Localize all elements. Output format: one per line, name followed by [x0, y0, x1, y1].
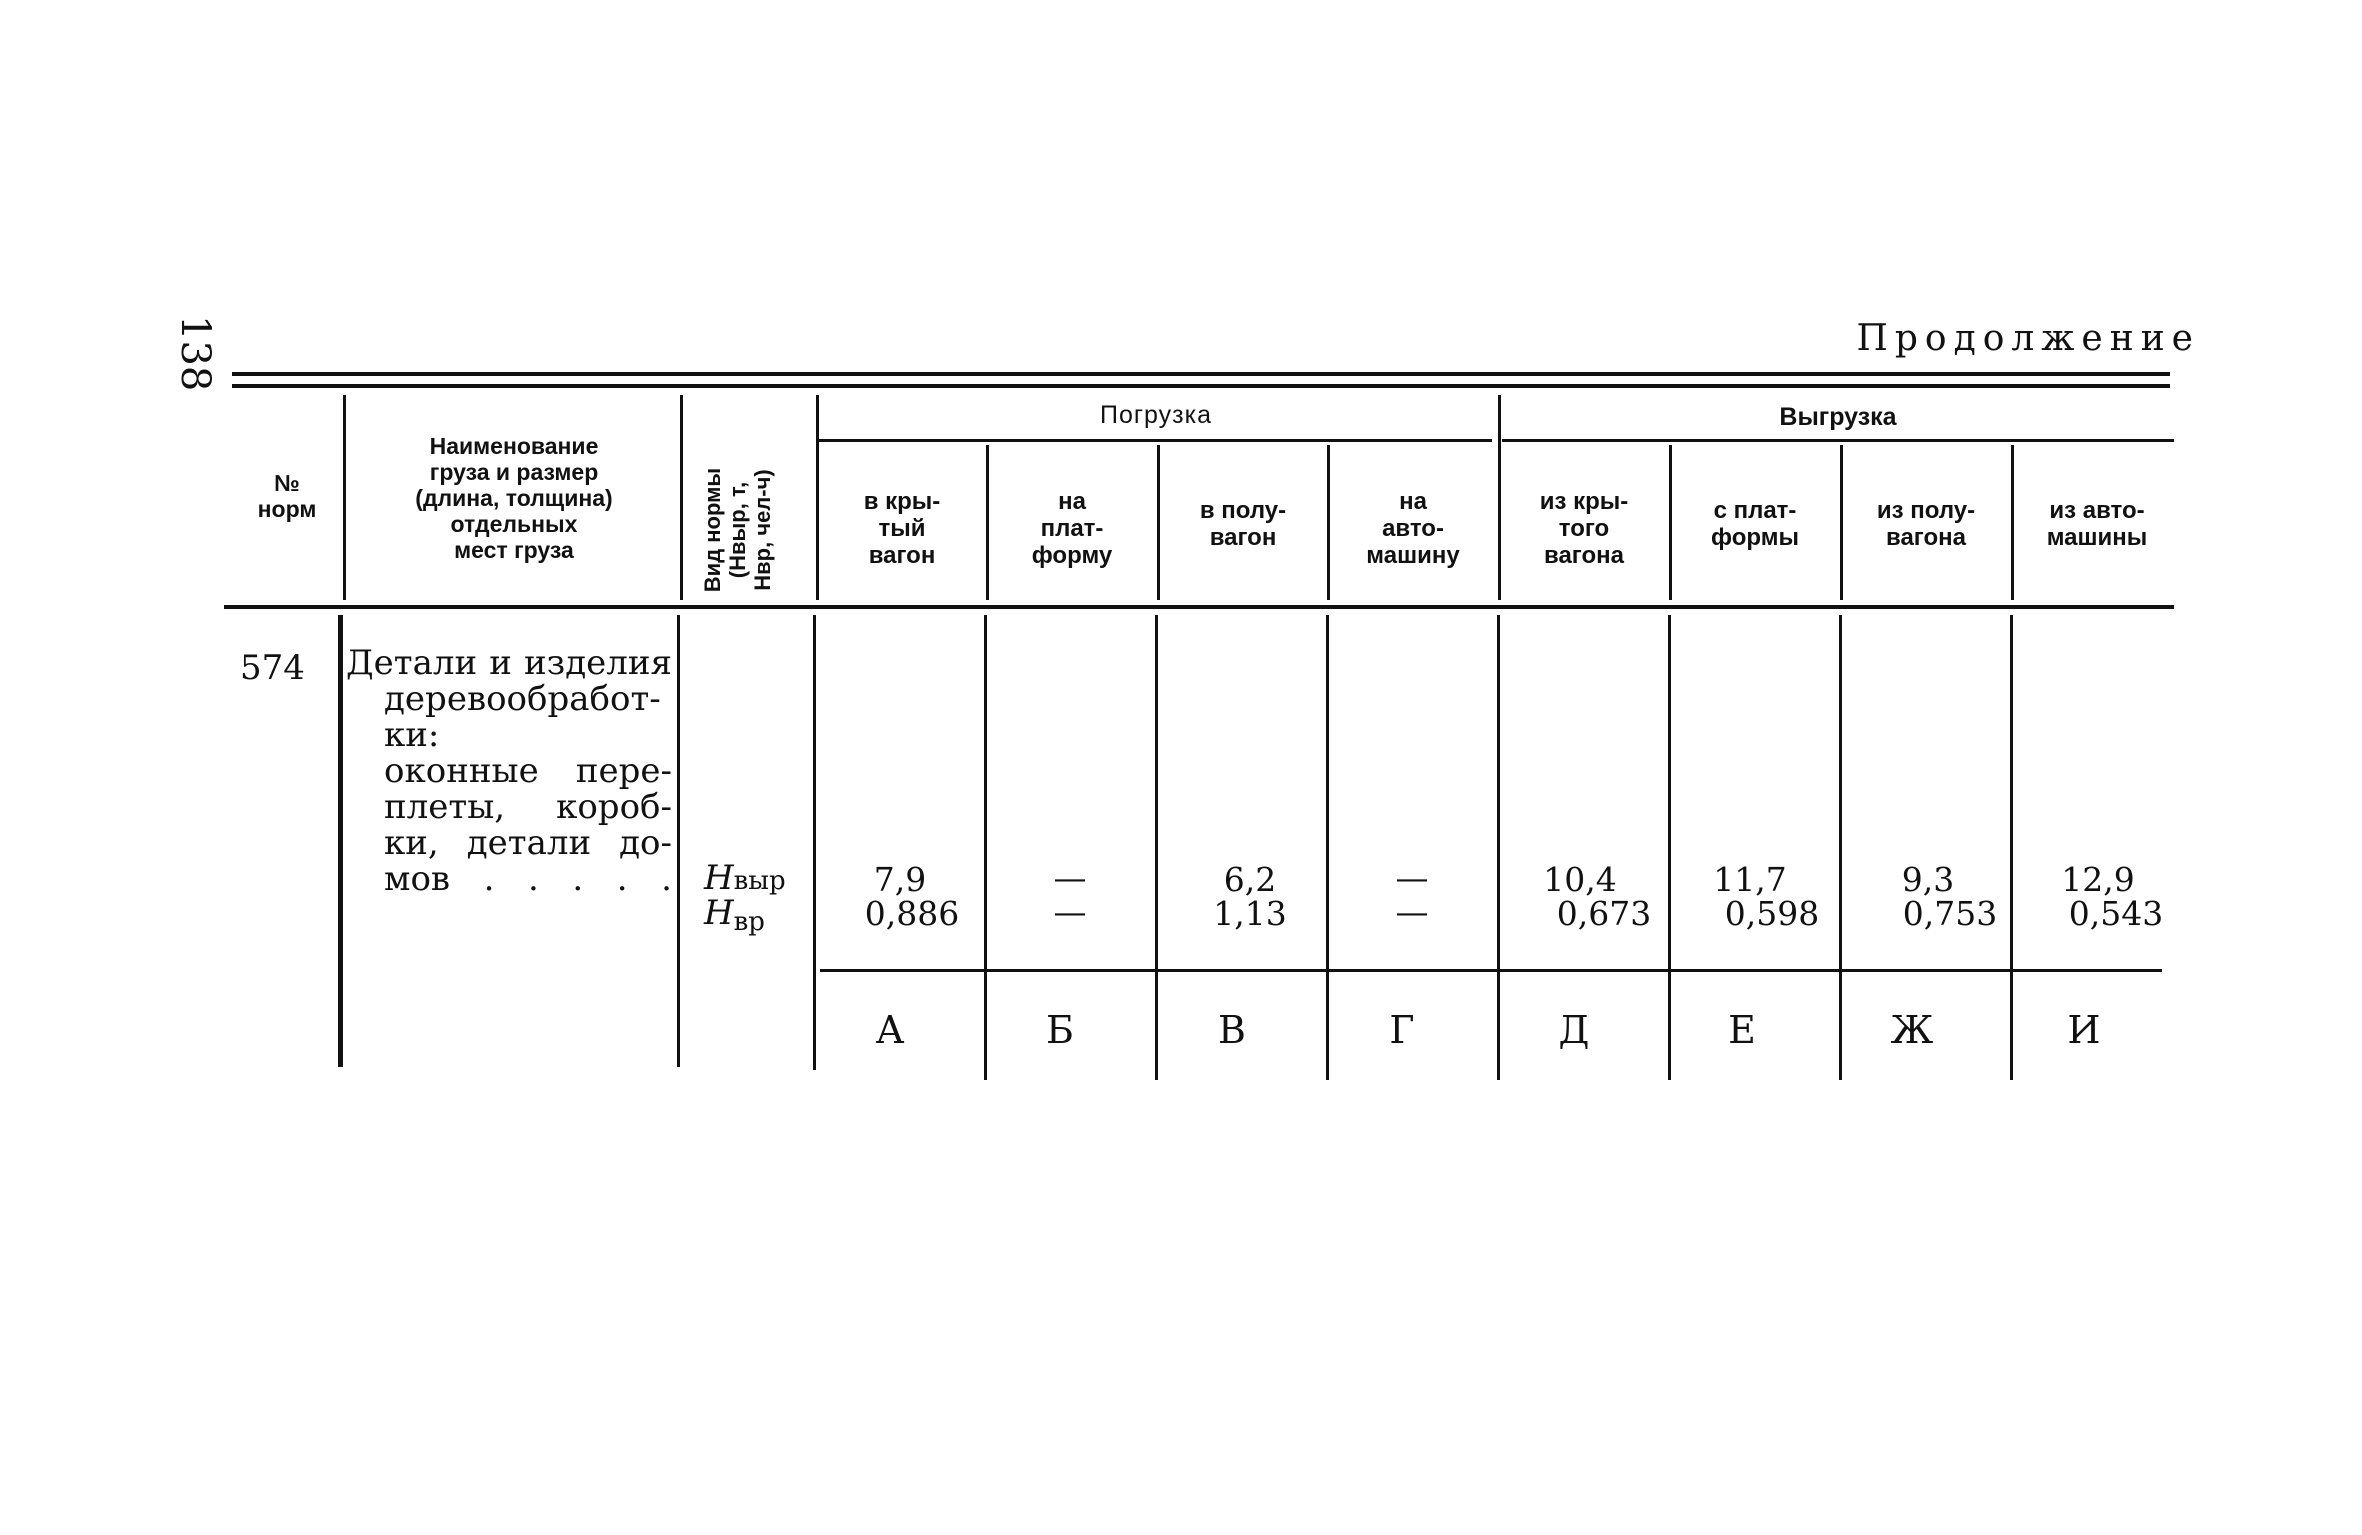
- value-vyr-gondola: 6,2: [1223, 860, 1277, 899]
- hdr-vline-7: [1498, 395, 1501, 600]
- letters-rule: [820, 969, 2162, 972]
- letter-b: Б: [1046, 1008, 1074, 1052]
- top-rule-2: [232, 384, 2170, 388]
- letter-zh: Ж: [1890, 1008, 1934, 1052]
- body-vline-4: [984, 615, 987, 1080]
- hdr-vline-9: [1840, 445, 1843, 600]
- value-vr-from-closed-wagon: 0,673: [1556, 894, 1652, 933]
- header-loading: Погрузка: [1100, 401, 1212, 429]
- value-vr-from-gondola: 0,753: [1902, 894, 1998, 933]
- norm-number: 574: [240, 648, 305, 688]
- value-vyr-truck: —: [1395, 858, 1429, 897]
- subcol-from-closed-wagon: из кры- того вагона: [1539, 488, 1629, 569]
- body-vline-3: [813, 615, 816, 1070]
- subcol-from-gondola: из полу- вагона: [1876, 497, 1976, 551]
- hdr-vline-5: [1157, 445, 1160, 600]
- value-vr-from-truck: 0,543: [2068, 894, 2164, 933]
- subcol-closed-wagon: в кры- тый вагон: [863, 488, 941, 569]
- subcol-truck: на авто- машину: [1366, 488, 1460, 569]
- subcol-from-truck: из авто- машины: [2046, 497, 2148, 551]
- value-vyr-platform: —: [1053, 858, 1087, 897]
- header-bottom-rule: [224, 605, 2174, 609]
- hdr-vline-8: [1669, 445, 1672, 600]
- value-vr-closed-wagon: 0,886: [864, 894, 960, 933]
- subcol-from-platform: с плат- формы: [1711, 497, 1799, 551]
- value-vyr-from-truck: 12,9: [2061, 860, 2135, 899]
- value-vr-truck: —: [1395, 892, 1429, 931]
- norm-type-vr: Нвр: [704, 893, 765, 937]
- continuation-label: Продолжение: [1856, 318, 2200, 359]
- value-vr-from-platform: 0,598: [1724, 894, 1820, 933]
- cargo-description: Детали и изделия: [346, 643, 672, 683]
- letter-v: В: [1218, 1008, 1246, 1052]
- letter-e: Е: [1728, 1008, 1756, 1052]
- body-vline-7: [1497, 615, 1500, 1080]
- cargo-description-cont: деревообработ- ки: оконные пере- плеты, короб- ки, детали до- мов . . . . .: [384, 679, 672, 899]
- header-unloading: Выгрузка: [1779, 403, 1897, 431]
- header-cargo-name: Наименование груза и размер (длина, толщина) отдельных мест груза: [415, 433, 613, 563]
- body-vline-8: [1668, 615, 1671, 1080]
- loading-group-rule: [818, 439, 1492, 442]
- value-vr-gondola: 1,13: [1213, 894, 1287, 933]
- body-vline-6: [1326, 615, 1329, 1080]
- body-vline-2: [677, 615, 680, 1067]
- body-vline-5: [1155, 615, 1158, 1080]
- value-vr-platform: —: [1053, 892, 1087, 931]
- letter-i: И: [2067, 1008, 2101, 1052]
- page-number: 138: [172, 315, 218, 392]
- subcol-platform: на плат- форму: [1031, 488, 1113, 569]
- unloading-group-rule: [1502, 439, 2174, 442]
- norm-type-vyr: Нвыр: [704, 858, 786, 898]
- hdr-vline-2: [680, 395, 683, 600]
- body-vline-10: [2010, 615, 2013, 1080]
- value-vyr-from-gondola: 9,3: [1901, 860, 1955, 899]
- header-norm-type: Вид нормы (Нвыр, т, Нвр, чел-ч): [700, 467, 775, 593]
- hdr-vline-4: [986, 445, 989, 600]
- hdr-vline-6: [1327, 445, 1330, 600]
- hdr-vline-3: [816, 395, 819, 600]
- value-vyr-closed-wagon: 7,9: [873, 860, 927, 899]
- header-norm: № норм: [257, 470, 317, 522]
- top-rule-1: [232, 372, 2170, 376]
- hdr-vline-10: [2011, 445, 2014, 600]
- value-vyr-from-platform: 11,7: [1713, 860, 1787, 899]
- hdr-vline-1: [343, 395, 346, 600]
- letter-a: А: [875, 1008, 905, 1052]
- body-vline-1: [338, 615, 343, 1067]
- letter-g: Г: [1389, 1008, 1415, 1052]
- value-vyr-from-closed-wagon: 10,4: [1543, 860, 1617, 899]
- letter-d: Д: [1558, 1008, 1590, 1052]
- subcol-gondola: в полу- вагон: [1199, 497, 1287, 551]
- body-vline-9: [1839, 615, 1842, 1080]
